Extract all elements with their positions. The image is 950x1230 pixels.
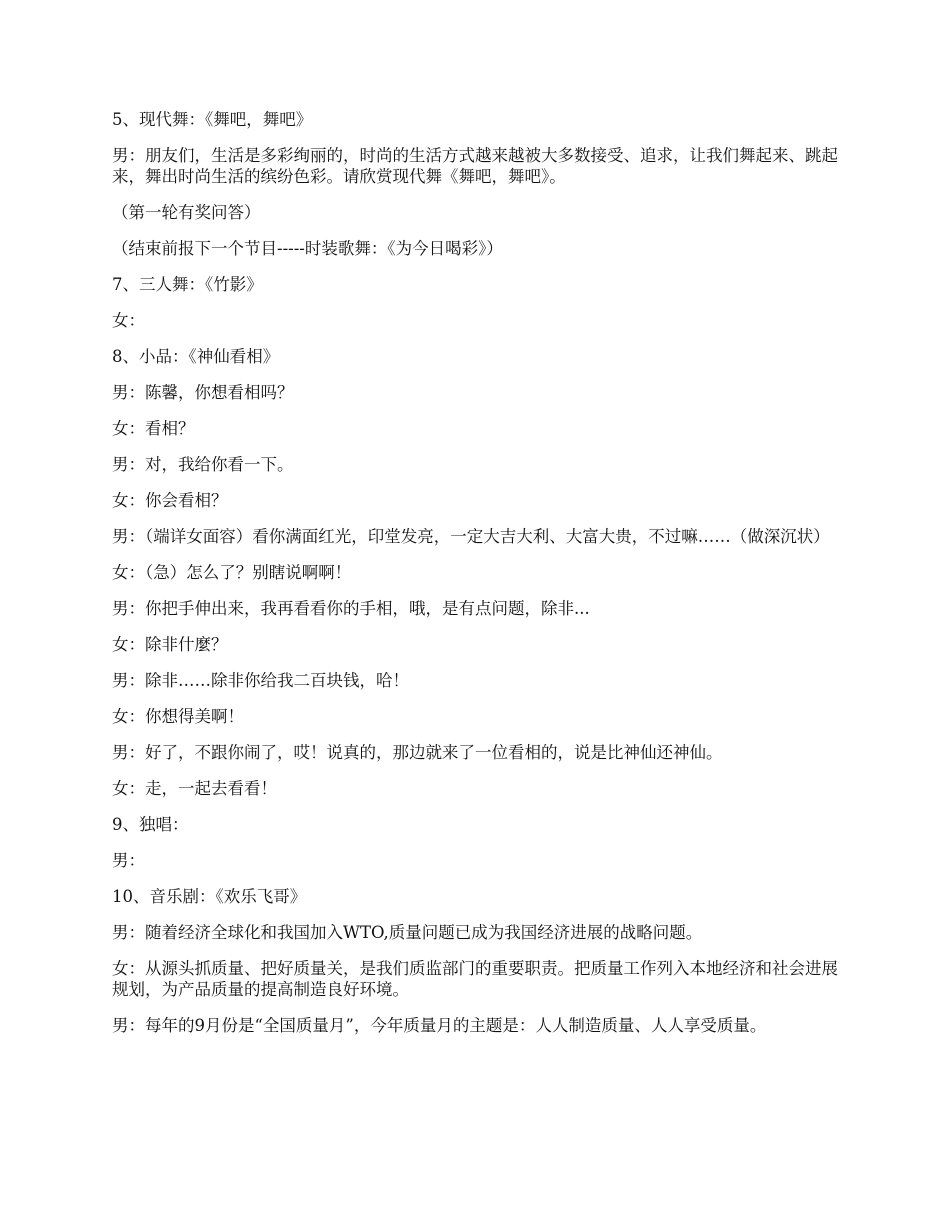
dialogue-line: 女： bbox=[112, 311, 145, 330]
dialogue-line: 女：你想得美啊！ bbox=[112, 707, 244, 726]
dialogue-line: 男：朋友们，生活是多彩绚丽的，时尚的生活方式越来越被大多数接受、追求，让我们舞起来、跳起来，舞出时尚生活的缤纷色彩。请欣赏现代舞《舞吧，舞吧》。 bbox=[112, 146, 838, 186]
dialogue-line: 男：（端详女面容）看你满面红光，印堂发亮，一定大吉大利、大富大贵，不过嘛……（做深沉状） bbox=[112, 527, 830, 546]
dialogue-line: 男：每年的9月份是“全国质量月”，今年质量月的主题是：人人制造质量、人人享受质量。 bbox=[112, 1016, 767, 1035]
heading-trio-dance: 7、三人舞：《竹影》 bbox=[112, 275, 263, 294]
heading-solo: 9、独唱： bbox=[112, 815, 189, 834]
stage-note: （结束前报下一个节目-----时装歌舞：《为今日喝彩》） bbox=[112, 239, 503, 258]
document-page bbox=[112, 109, 842, 1051]
dialogue-line: 女：看相？ bbox=[112, 419, 195, 438]
dialogue-line: 男：好了，不跟你闹了，哎！说真的，那边就来了一位看相的，说是比神仙还神仙。 bbox=[112, 743, 723, 762]
dialogue-line: 男：随着经济全球化和我国加入WTO,质量问题已成为我国经济进展的战略问题。 bbox=[112, 923, 703, 942]
dialogue-line: 男：陈馨，你想看相吗？ bbox=[112, 383, 294, 402]
dialogue-line: 男： bbox=[112, 851, 145, 870]
dialogue-line: 男：你把手伸出来，我再看看你的手相，哦，是有点问题，除非... bbox=[112, 599, 590, 618]
dialogue-line: 女：你会看相？ bbox=[112, 491, 228, 510]
heading-modern-dance: 5、现代舞：《舞吧，舞吧》 bbox=[112, 110, 313, 129]
dialogue-line: 女：走，一起去看看！ bbox=[112, 779, 277, 798]
dialogue-line: 男：除非……除非你给我二百块钱，哈！ bbox=[112, 671, 409, 690]
heading-sketch: 8、小品：《神仙看相》 bbox=[112, 347, 280, 366]
dialogue-line: 男：对，我给你看一下。 bbox=[112, 455, 294, 474]
dialogue-line: 女：从源头抓质量、把好质量关，是我们质监部门的重要职责。把质量工作列入本地经济和社会进展规划，为产品质量的提高制造良好环境。 bbox=[112, 959, 838, 999]
stage-note: （第一轮有奖问答） bbox=[112, 203, 261, 222]
dialogue-line: 女：除非什麼？ bbox=[112, 635, 228, 654]
heading-musical: 10、音乐剧：《欢乐飞哥》 bbox=[112, 887, 307, 906]
dialogue-line: 女：（急）怎么了？别瞎说啊啊！ bbox=[112, 563, 352, 582]
